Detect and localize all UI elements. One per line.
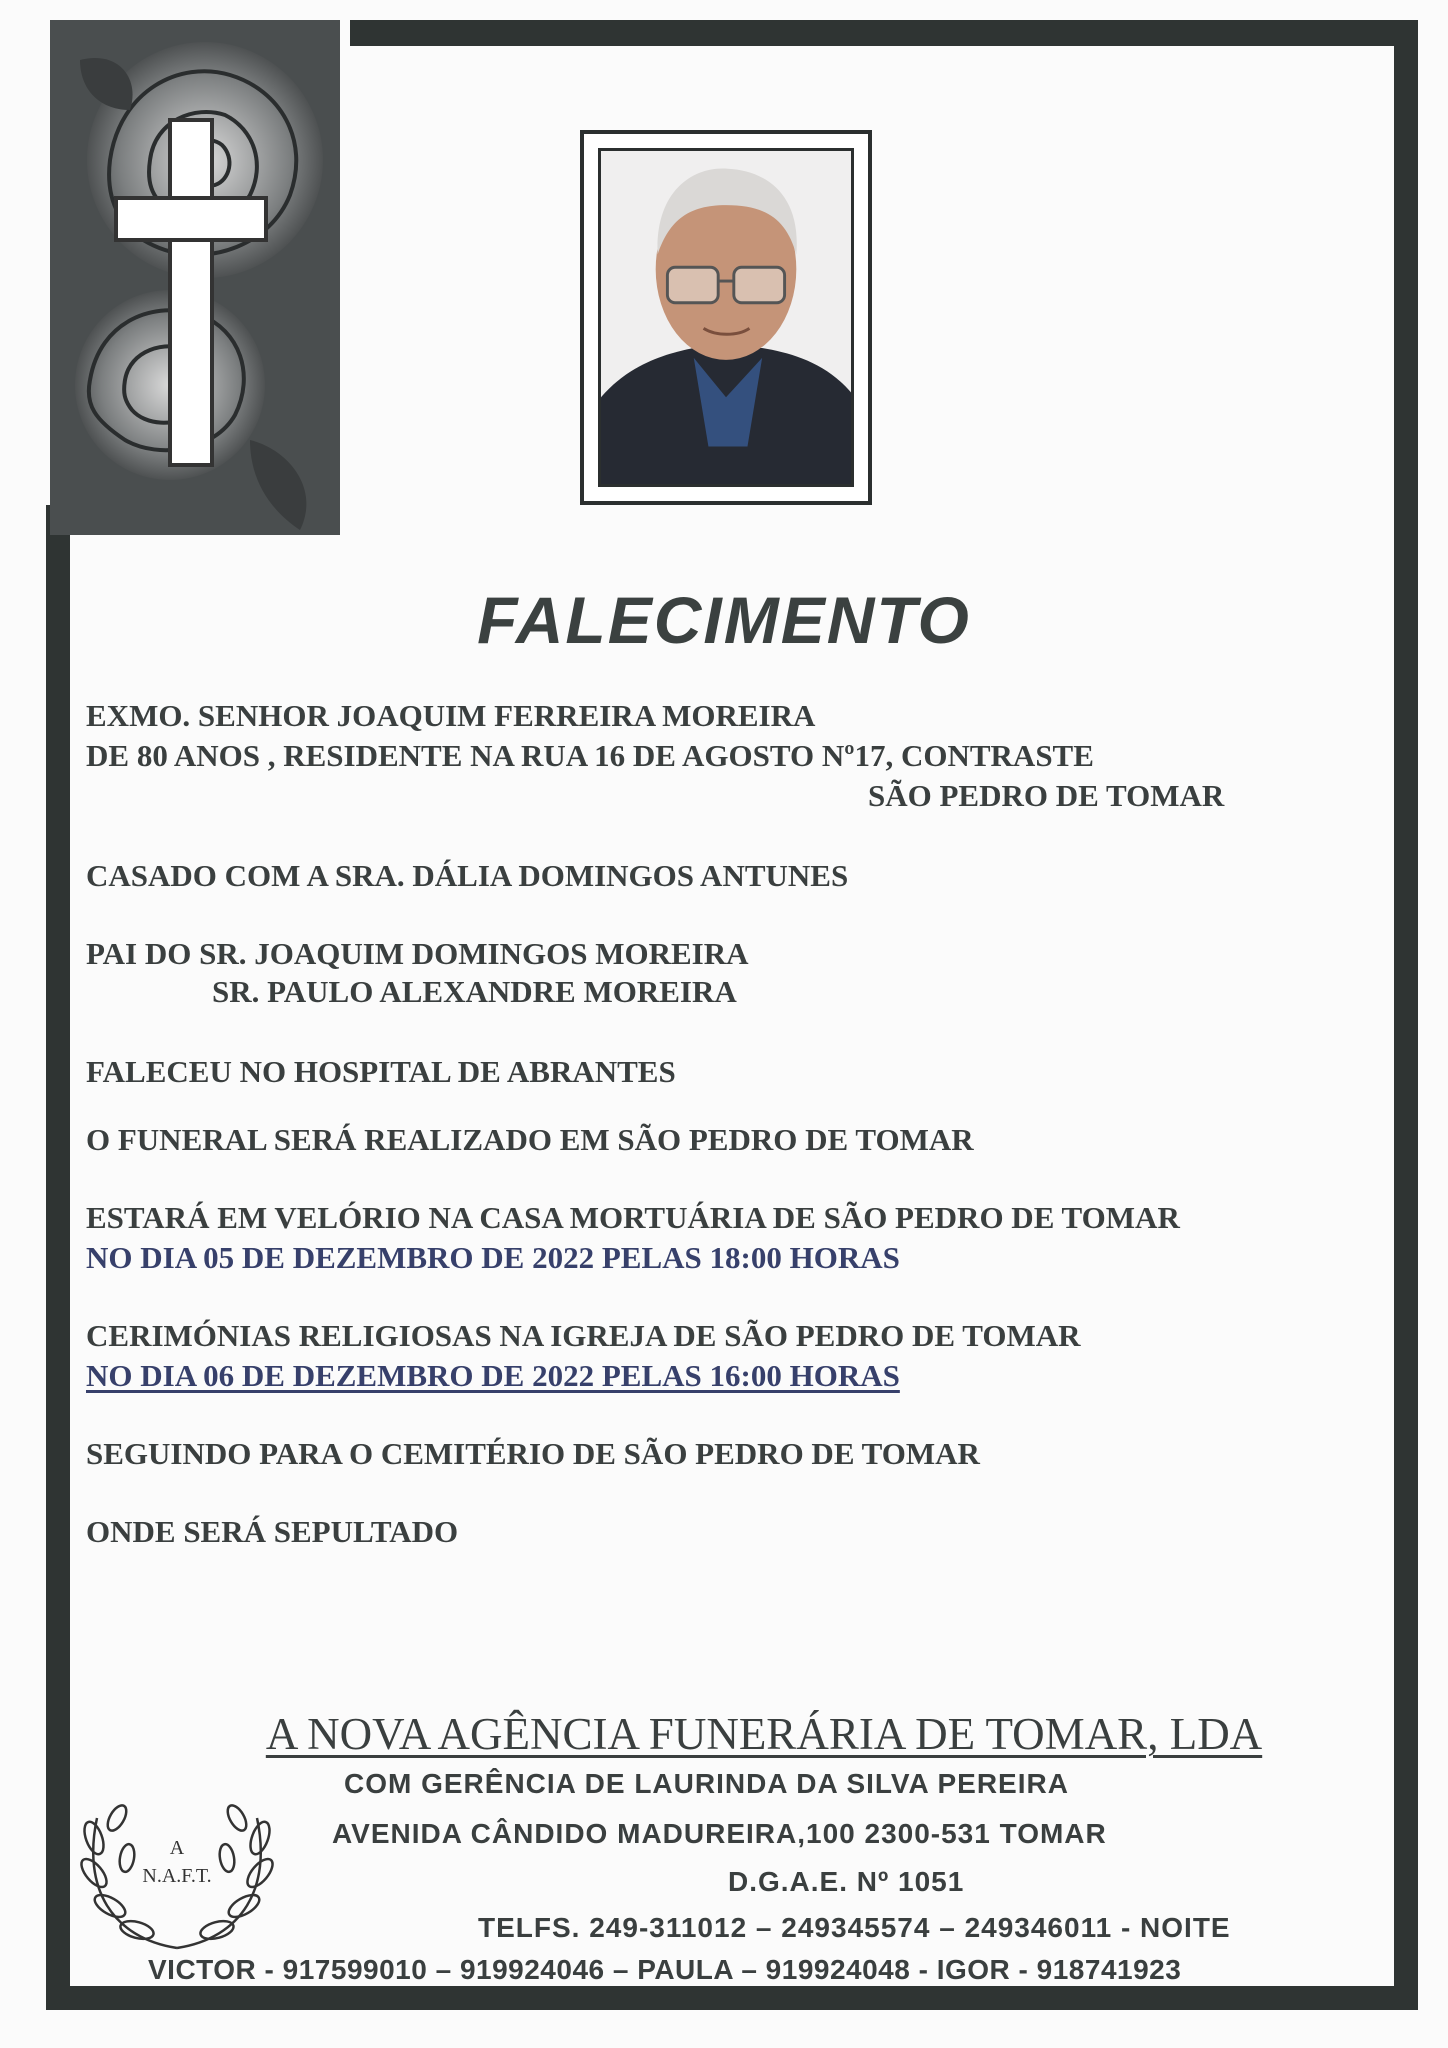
frame-top-border <box>338 20 1418 46</box>
deceased-address-locality: SÃO PEDRO DE TOMAR <box>868 778 1225 813</box>
ceremony-text: CERIMÓNIAS RELIGIOSAS NA IGREJA DE SÃO PEDRO DE TOMAR <box>86 1318 1081 1353</box>
deceased-age-address: DE 80 ANOS , RESIDENTE NA RUA 16 DE AGOSTO Nº17, CONTRASTE <box>86 738 1094 773</box>
agency-dgae: D.G.A.E. Nº 1051 <box>728 1866 965 1897</box>
agency-name: A NOVA AGÊNCIA FUNERÁRIA DE TOMAR, LDA <box>265 1709 1263 1759</box>
agency-address: AVENIDA CÂNDIDO MADUREIRA,100 2300-531 TOMAR <box>332 1818 1107 1849</box>
wake-text: ESTARÁ EM VELÓRIO NA CASA MORTUÁRIA DE SÃO PEDRO DE TOMAR <box>86 1200 1180 1235</box>
agency-phones: TELFS. 249-311012 – 249345574 – 249346011 - NOITE <box>478 1912 1231 1943</box>
portrait-frame <box>580 130 872 505</box>
burial-text: ONDE SERÁ SEPULTADO <box>86 1514 459 1549</box>
children-line-1: PAI DO SR. JOAQUIM DOMINGOS MOREIRA <box>86 936 749 971</box>
ceremony-time-text: NO DIA 06 DE DEZEMBRO DE 2022 PELAS 16:00 HORAS <box>86 1358 900 1393</box>
logo-text: N.A.F.T. <box>142 1865 212 1887</box>
deceased-name: EXMO. SENHOR JOAQUIM FERREIRA MOREIRA <box>86 698 816 733</box>
laurel-wreath-icon <box>72 1778 282 1958</box>
naft-logo <box>72 1778 282 1958</box>
roses-cross-decoration <box>50 20 350 535</box>
page-title: FALECIMENTO <box>477 583 971 657</box>
agency-night-phones: VICTOR - 917599010 – 919924046 – PAULA – 919924048 - IGOR - 918741923 <box>148 1954 1182 1985</box>
portrait-photo <box>598 148 854 487</box>
spouse-text: CASADO COM A SRA. DÁLIA DOMINGOS ANTUNES <box>86 858 849 893</box>
agency-management: COM GERÊNCIA DE LAURINDA DA SILVA PEREIRA <box>344 1768 1069 1799</box>
frame-bottom-border <box>46 1986 1418 2010</box>
cemetery-text: SEGUINDO PARA O CEMITÉRIO DE SÃO PEDRO DE TOMAR <box>86 1436 980 1471</box>
death-place-text: FALECEU NO HOSPITAL DE ABRANTES <box>86 1054 676 1089</box>
logo-letter: A <box>169 1837 185 1859</box>
wake-time-text: NO DIA 05 DE DEZEMBRO DE 2022 PELAS 18:00 HORAS <box>86 1240 900 1275</box>
children-line-2: SR. PAULO ALEXANDRE MOREIRA <box>212 974 737 1009</box>
portrait-person-icon <box>601 151 851 484</box>
funeral-text: O FUNERAL SERÁ REALIZADO EM SÃO PEDRO DE TOMAR <box>86 1122 974 1157</box>
frame-left-border <box>46 505 70 2010</box>
